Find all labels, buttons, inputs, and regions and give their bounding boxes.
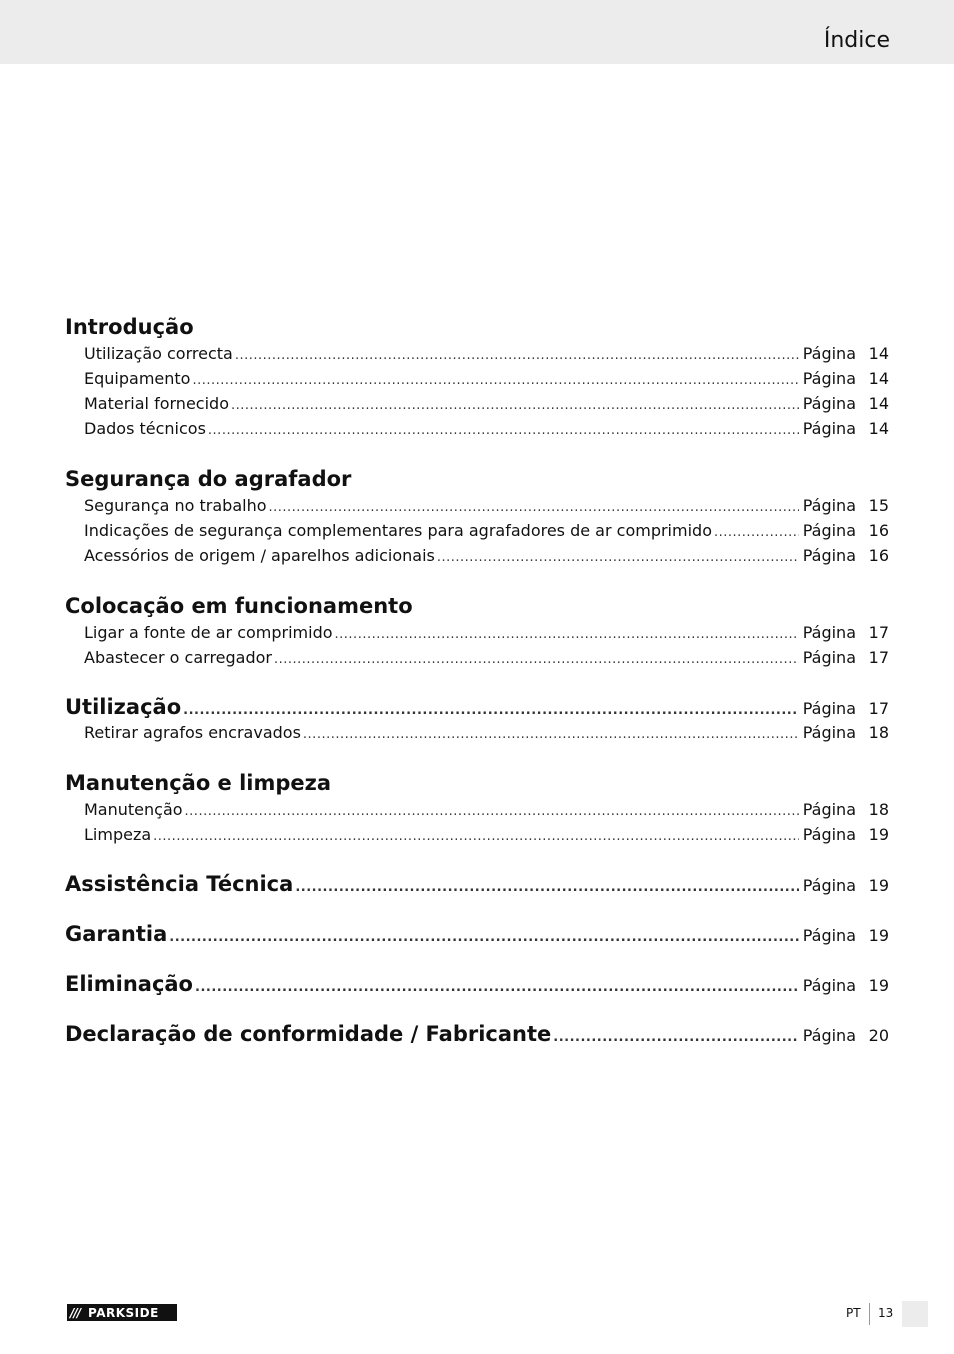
page-word: Página [802, 926, 856, 945]
toc-heading-page: 19 [868, 876, 889, 895]
toc-entry-page: 14 [868, 344, 889, 363]
table-of-contents [65, 313, 889, 1047]
section-gap [65, 670, 889, 694]
dot-leader [295, 875, 798, 901]
page-word: Página [802, 369, 856, 388]
page-word: Página [802, 419, 856, 438]
toc-section [65, 871, 889, 897]
dot-leader [153, 824, 799, 849]
toc-heading-title: Colocação em funcionamento [65, 594, 413, 618]
toc-entry-page: 16 [868, 546, 889, 565]
page-word: Página [802, 825, 856, 844]
section-gap [65, 568, 889, 592]
toc-section [65, 921, 889, 947]
toc-entry-page: 19 [868, 825, 889, 844]
toc-entry[interactable] [65, 645, 889, 670]
toc-heading-title: Manutenção e limpeza [65, 771, 332, 795]
footer-divider [869, 1303, 870, 1325]
page-word: Página [802, 648, 856, 667]
page-word: Página [802, 521, 856, 540]
toc-heading[interactable] [65, 971, 889, 997]
toc-section [65, 769, 889, 847]
toc-entry-label: Dados técnicos [84, 419, 206, 438]
page-word: Página [802, 800, 856, 819]
toc-entry-label: Equipamento [84, 369, 191, 388]
toc-entry-page: 17 [868, 648, 889, 667]
toc-heading-page: 17 [868, 699, 889, 718]
toc-entry-label: Indicações de segurança complementares para agrafadores de ar comprimido [84, 521, 712, 540]
parkside-logo [67, 1304, 177, 1321]
language-code: PT [846, 1306, 861, 1320]
page-word: Página [802, 876, 856, 895]
toc-heading[interactable] [65, 694, 889, 720]
toc-heading[interactable] [65, 313, 889, 341]
toc-entry[interactable] [65, 341, 889, 366]
page-word: Página [802, 394, 856, 413]
toc-entry-label: Retirar agrafos encravados [84, 723, 301, 742]
toc-entry-page: 15 [868, 496, 889, 515]
page-word: Página [802, 496, 856, 515]
dot-leader [335, 622, 799, 647]
page-title: Índice [823, 28, 890, 53]
toc-section [65, 313, 889, 441]
toc-heading-page: 20 [868, 1026, 889, 1045]
dot-leader [195, 975, 799, 1001]
toc-heading-title: Declaração de conformidade / Fabricante [65, 1022, 552, 1046]
toc-entry-label: Manutenção [84, 800, 183, 819]
toc-entry-label: Limpeza [84, 825, 152, 844]
toc-entry-page: 18 [868, 723, 889, 742]
toc-heading[interactable] [65, 769, 889, 797]
toc-heading-title: Eliminação [65, 972, 193, 996]
dot-leader [269, 495, 799, 520]
toc-heading-title: Utilização [65, 695, 182, 719]
page-word: Página [802, 546, 856, 565]
page-number: 13 [878, 1306, 894, 1320]
dot-leader [714, 520, 799, 545]
footer-tab-marker [902, 1301, 928, 1327]
toc-entry-label: Segurança no trabalho [84, 496, 267, 515]
toc-heading-title: Assistência Técnica [65, 872, 294, 896]
toc-heading[interactable] [65, 871, 889, 897]
toc-section [65, 1021, 889, 1047]
dot-leader [192, 368, 798, 393]
toc-heading[interactable] [65, 921, 889, 947]
toc-entry-page: 18 [868, 800, 889, 819]
toc-heading-page: 19 [868, 926, 889, 945]
page-header [0, 0, 954, 64]
toc-entry[interactable] [65, 391, 889, 416]
dot-leader [231, 393, 799, 418]
section-gap [65, 847, 889, 871]
dot-leader [274, 647, 799, 672]
dot-leader [185, 799, 799, 824]
dot-leader [553, 1025, 798, 1051]
page-word: Página [802, 723, 856, 742]
dot-leader [303, 722, 799, 747]
toc-heading[interactable] [65, 1021, 889, 1047]
toc-heading-title: Garantia [65, 922, 168, 946]
toc-entry[interactable] [65, 620, 889, 645]
toc-entry-label: Utilização correcta [84, 344, 233, 363]
toc-entry[interactable] [65, 366, 889, 391]
dot-leader [235, 343, 799, 368]
dot-leader [169, 925, 798, 951]
logo-stripes-icon: /// [70, 1305, 81, 1320]
page-word: Página [802, 344, 856, 363]
toc-entry-page: 17 [868, 623, 889, 642]
toc-entry-label: Abastecer o carregador [84, 648, 272, 667]
dot-leader [208, 418, 799, 443]
toc-heading-title: Introdução [65, 315, 194, 339]
toc-entry-label: Acessórios de origem / aparelhos adicionais [84, 546, 435, 565]
toc-heading[interactable] [65, 465, 889, 493]
toc-entry-label: Ligar a fonte de ar comprimido [84, 623, 333, 642]
page-word: Página [802, 623, 856, 642]
toc-entry[interactable] [65, 493, 889, 518]
toc-section [65, 971, 889, 997]
toc-entry[interactable] [65, 720, 889, 745]
toc-entry-page: 14 [868, 419, 889, 438]
toc-section [65, 465, 889, 568]
page-word: Página [802, 1026, 856, 1045]
dot-leader [437, 545, 799, 570]
toc-heading-title: Segurança do agrafador [65, 467, 352, 491]
toc-entry-page: 16 [868, 521, 889, 540]
toc-section [65, 694, 889, 745]
section-gap [65, 441, 889, 465]
toc-entry-page: 14 [868, 394, 889, 413]
toc-entry-label: Material fornecido [84, 394, 229, 413]
section-gap [65, 745, 889, 769]
toc-entry-page: 14 [868, 369, 889, 388]
toc-section [65, 592, 889, 670]
page-word: Página [802, 699, 856, 718]
logo-text: PARKSIDE [88, 1305, 159, 1320]
toc-entry[interactable] [65, 822, 889, 847]
toc-entry[interactable] [65, 543, 889, 568]
toc-heading-page: 19 [868, 976, 889, 995]
toc-entry[interactable] [65, 416, 889, 441]
toc-entry[interactable] [65, 797, 889, 822]
page-word: Página [802, 976, 856, 995]
toc-entry[interactable] [65, 518, 889, 543]
toc-heading[interactable] [65, 592, 889, 620]
